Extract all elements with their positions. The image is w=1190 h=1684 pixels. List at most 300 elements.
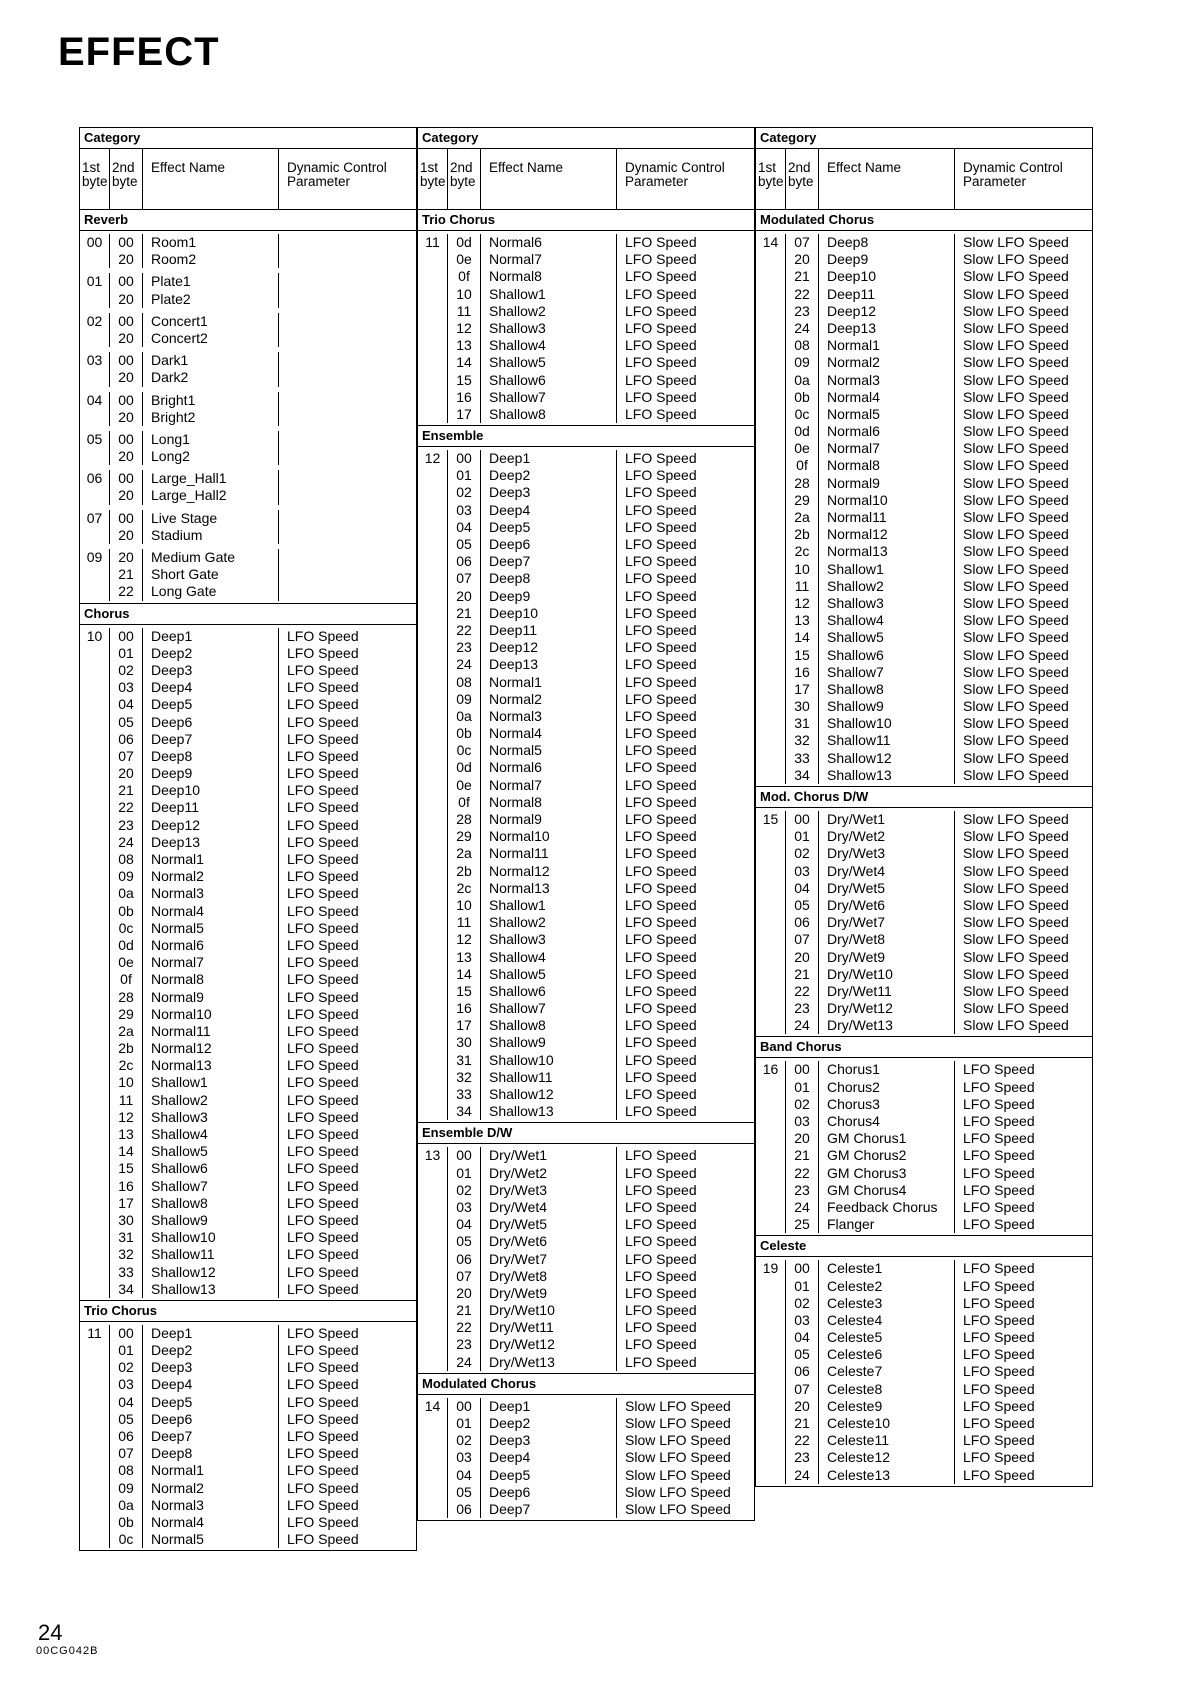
dynamic-control-header: Dynamic Control Parameter: [963, 160, 1063, 189]
table-row: [786, 1017, 1092, 1034]
dynamic-control-cell: LFO Speed: [625, 268, 697, 285]
table-row: [786, 389, 1092, 406]
dynamic-control-cell: LFO Speed: [625, 793, 697, 810]
table-row: [110, 1074, 416, 1091]
second-byte-cell: 2c: [448, 880, 481, 897]
second-byte-cell: 29: [786, 492, 819, 509]
second-byte-cell: 2b: [786, 526, 819, 543]
effect-name-cell: Shallow6: [481, 983, 617, 1000]
table-row: [786, 234, 1092, 251]
second-byte-cell: 01: [110, 645, 143, 662]
second-byte-cell: 05: [448, 536, 481, 553]
second-byte-cell: 04: [110, 696, 143, 713]
dynamic-control-cell: LFO Speed: [625, 1284, 697, 1301]
dynamic-control-cell: LFO Speed: [287, 1091, 359, 1108]
byte-group: [756, 231, 1092, 786]
dynamic-control-cell: LFO Speed: [625, 467, 697, 484]
column-body: [756, 209, 1092, 1486]
row-block: [110, 549, 416, 601]
second-byte-cell: 23: [786, 1449, 819, 1466]
dynamic-control-cell: LFO Speed: [625, 354, 697, 371]
second-byte-cell: 06: [110, 731, 143, 748]
second-byte-cell: 11: [110, 1092, 143, 1109]
first-byte-cell: [418, 1398, 448, 1518]
dynamic-control-cell: [279, 470, 416, 487]
effect-name-cell: Dry/Wet7: [481, 1251, 617, 1268]
dynamic-control-cell: LFO Speed: [287, 954, 359, 971]
second-byte-cell: 08: [110, 851, 143, 868]
table-row: [786, 543, 1092, 560]
dynamic-control-cell: LFO Speed: [625, 690, 697, 707]
first-byte-value: 12: [424, 450, 441, 467]
second-byte-header: 2nd byte: [110, 149, 143, 209]
second-byte-cell: 20: [448, 1285, 481, 1302]
table-row: [448, 759, 754, 776]
table-row: [448, 931, 754, 948]
second-byte-cell: 30: [110, 1212, 143, 1229]
dynamic-control-cell: LFO Speed: [625, 1302, 697, 1319]
table-row: [448, 966, 754, 983]
effect-name-cell: Shallow1: [481, 286, 617, 303]
second-byte-cell: 10: [786, 561, 819, 578]
table-row: [448, 639, 754, 656]
effect-name-cell: Chorus4: [819, 1113, 955, 1130]
dynamic-control-cell: LFO Speed: [625, 896, 697, 913]
effect-name-cell: Shallow1: [143, 1074, 279, 1091]
dynamic-control-cell: Slow LFO Speed: [963, 337, 1069, 354]
effect-name-cell: Shallow5: [481, 966, 617, 983]
table-row: [110, 1160, 416, 1177]
effect-name-cell: Shallow10: [819, 715, 955, 732]
second-byte-cell: 00: [110, 234, 143, 251]
table-row: [786, 268, 1092, 285]
second-byte-cell: 03: [110, 1376, 143, 1393]
row-block: [110, 431, 416, 465]
dynamic-control-cell: LFO Speed: [625, 1250, 697, 1267]
table-row: [110, 1325, 416, 1342]
dynamic-control-cell: Slow LFO Speed: [963, 577, 1069, 594]
dynamic-control-cell: LFO Speed: [287, 1479, 359, 1496]
dynamic-control-cell: Slow LFO Speed: [963, 457, 1069, 474]
effect-name-cell: Normal2: [819, 354, 955, 371]
first-byte-value: 15: [762, 811, 779, 827]
table-row: [110, 679, 416, 696]
table-row: [110, 782, 416, 799]
effect-name-cell: Dry/Wet3: [819, 845, 955, 862]
table-row: [110, 799, 416, 816]
dynamic-control-cell: LFO Speed: [287, 1496, 359, 1513]
table-row: [448, 656, 754, 673]
dynamic-control-cell: LFO Speed: [625, 1336, 697, 1353]
table-row: [448, 742, 754, 759]
second-byte-cell: 15: [448, 983, 481, 1000]
effect-name-cell: Dry/Wet3: [481, 1182, 617, 1199]
effect-name-cell: Dry/Wet7: [819, 914, 955, 931]
effect-name-cell: Large_Hall1: [143, 470, 279, 487]
dynamic-control-cell: [279, 527, 416, 544]
effect-name-cell: GM Chorus3: [819, 1165, 955, 1182]
effect-section: [80, 1300, 416, 1550]
dynamic-control-cell: LFO Speed: [287, 868, 359, 885]
second-byte-cell: 20: [110, 369, 143, 386]
second-byte-cell: 13: [110, 1126, 143, 1143]
effect-name-cell: Deep2: [481, 1415, 617, 1432]
table-row: [448, 1501, 754, 1518]
effect-name-cell: Normal1: [143, 851, 279, 868]
second-byte-cell: 32: [110, 1246, 143, 1263]
dynamic-control-cell: LFO Speed: [287, 1126, 359, 1142]
effect-name-cell: Deep4: [143, 679, 279, 696]
dynamic-control-cell: Slow LFO Speed: [963, 509, 1069, 525]
table-row: [786, 1381, 1092, 1398]
dynamic-control-cell: [279, 510, 416, 527]
dynamic-control-cell: Slow LFO Speed: [963, 234, 1069, 250]
table-row: [448, 897, 754, 914]
dynamic-control-cell: [279, 409, 416, 426]
table-row: [110, 920, 416, 937]
dynamic-control-cell: LFO Speed: [287, 644, 359, 661]
dynamic-control-cell: LFO Speed: [287, 1263, 359, 1280]
second-byte-cell: 16: [448, 389, 481, 406]
table-row: [786, 914, 1092, 931]
effect-name-cell: Normal3: [819, 372, 955, 389]
second-byte-cell: 00: [110, 352, 143, 369]
effect-name-cell: Deep5: [481, 519, 617, 536]
second-byte-cell: 07: [448, 1268, 481, 1285]
second-byte-cell: 06: [110, 1428, 143, 1445]
first-byte-cell: [80, 273, 110, 307]
effect-name-cell: Normal11: [143, 1023, 279, 1040]
effect-name-cell: Normal11: [819, 509, 955, 526]
table-row: [786, 897, 1092, 914]
dynamic-control-cell: LFO Speed: [287, 936, 359, 953]
effect-section: [80, 603, 416, 1300]
byte-group: [80, 349, 416, 388]
effect-name-cell: Normal4: [819, 389, 955, 406]
dynamic-control-cell: LFO Speed: [287, 1143, 359, 1160]
table-row: [448, 1251, 754, 1268]
dynamic-control-cell: [279, 392, 416, 409]
effect-name-cell: Celeste13: [819, 1467, 955, 1484]
table-row: [110, 409, 416, 426]
second-byte-cell: 03: [448, 1449, 481, 1466]
table-row: [786, 475, 1092, 492]
effect-name-cell: Chorus2: [819, 1079, 955, 1096]
dynamic-control-cell: LFO Speed: [625, 914, 697, 931]
second-byte-cell: 08: [786, 337, 819, 354]
second-byte-cell: 01: [448, 1415, 481, 1432]
dynamic-control-cell: LFO Speed: [625, 1181, 697, 1198]
byte-group: [80, 1322, 416, 1550]
second-byte-cell: 17: [786, 681, 819, 698]
table-row: [448, 354, 754, 371]
dynamic-control-cell: LFO Speed: [287, 1074, 359, 1091]
effect-section: [418, 1122, 754, 1372]
effect-name-cell: Dry/Wet4: [481, 1199, 617, 1216]
dynamic-control-cell: LFO Speed: [287, 765, 359, 782]
effect-name-cell: Shallow10: [143, 1229, 279, 1246]
second-byte-cell: 2b: [448, 863, 481, 880]
dynamic-control-header: Dynamic Control Parameter: [287, 160, 387, 189]
section-title: Celeste: [756, 1236, 1092, 1257]
table-row: [110, 1445, 416, 1462]
effect-name-cell: Dry/Wet10: [819, 966, 955, 983]
effect-name-cell: Normal1: [819, 337, 955, 354]
table-row: [110, 1514, 416, 1531]
effect-name-cell: Normal6: [143, 937, 279, 954]
effect-name-cell: Shallow12: [819, 750, 955, 767]
effect-name-cell: Deep11: [481, 622, 617, 639]
effect-section: [756, 209, 1092, 786]
table-row: [448, 811, 754, 828]
first-byte-value: 03: [86, 352, 103, 369]
first-byte-cell: [80, 628, 110, 1298]
first-byte-cell: [418, 1147, 448, 1370]
table-row: [110, 1229, 416, 1246]
second-byte-cell: 17: [448, 1017, 481, 1034]
table-row: [110, 645, 416, 662]
second-byte-cell: 00: [786, 1260, 819, 1277]
dynamic-control-cell: LFO Speed: [625, 1353, 697, 1370]
second-byte-cell: 0b: [786, 389, 819, 406]
effect-name-cell: Deep3: [481, 1432, 617, 1449]
table-row: [448, 1354, 754, 1371]
effect-name-cell: Deep13: [143, 834, 279, 851]
effect-name-cell: Celeste1: [819, 1260, 955, 1277]
effect-name-cell: Deep1: [143, 1325, 279, 1342]
dynamic-control-cell: Slow LFO Speed: [625, 1466, 731, 1483]
table-row: [448, 725, 754, 742]
effect-section: [80, 209, 416, 603]
row-block: [110, 628, 416, 1298]
table-row: [786, 251, 1092, 268]
effect-name-cell: Normal5: [143, 920, 279, 937]
effect-name-cell: Normal7: [819, 440, 955, 457]
table-row: [786, 1467, 1092, 1484]
effect-name-cell: Normal1: [481, 674, 617, 691]
dynamic-control-cell: Slow LFO Speed: [625, 1415, 731, 1431]
table-row: [786, 1165, 1092, 1182]
table-row: [448, 268, 754, 285]
second-byte-cell: 02: [448, 1182, 481, 1199]
effect-name-cell: Deep9: [819, 251, 955, 268]
dynamic-control-cell: LFO Speed: [625, 1051, 697, 1068]
effect-name-cell: Deep3: [481, 484, 617, 501]
byte-group: [418, 1395, 754, 1520]
dynamic-control-cell: LFO Speed: [287, 1359, 359, 1376]
table-row: [448, 467, 754, 484]
dynamic-control-header: Dynamic Control Parameter: [625, 160, 725, 189]
second-byte-cell: 28: [786, 475, 819, 492]
table-row: [110, 903, 416, 920]
table-row: [786, 457, 1092, 474]
table-row: [786, 612, 1092, 629]
first-byte-value: 14: [424, 1397, 441, 1414]
dynamic-control-cell: Slow LFO Speed: [963, 1000, 1069, 1017]
table-row: [110, 971, 416, 988]
table-row: [786, 1113, 1092, 1130]
effect-name-cell: Deep5: [143, 696, 279, 713]
row-block: [110, 510, 416, 544]
dynamic-control-cell: Slow LFO Speed: [963, 354, 1069, 371]
effect-name-cell: Dark2: [143, 369, 279, 386]
dynamic-control-cell: LFO Speed: [963, 1311, 1035, 1328]
effect-name-cell: Live Stage: [143, 510, 279, 527]
dynamic-control-cell: Slow LFO Speed: [963, 862, 1069, 879]
section-title: Reverb: [80, 210, 416, 231]
section-title: Trio Chorus: [418, 210, 754, 231]
dynamic-control-cell: LFO Speed: [625, 604, 697, 621]
table-row: [786, 698, 1092, 715]
effect-name-cell: Deep9: [143, 765, 279, 782]
effect-name-cell: Dry/Wet11: [481, 1319, 617, 1336]
second-byte-cell: 00: [786, 1061, 819, 1078]
dynamic-control-cell: LFO Speed: [625, 251, 697, 268]
table-row: [110, 487, 416, 504]
effect-name-cell: Deep6: [143, 1411, 279, 1428]
effect-name-cell: Shallow6: [143, 1160, 279, 1177]
second-byte-cell: 31: [110, 1229, 143, 1246]
effect-name-cell: Shallow12: [481, 1086, 617, 1103]
second-byte-cell: 11: [448, 914, 481, 931]
table-row: [110, 696, 416, 713]
table-row: [110, 1531, 416, 1548]
second-byte-cell: 00: [110, 313, 143, 330]
dynamic-control-cell: [279, 583, 416, 600]
second-byte-header: 2nd byte: [448, 149, 481, 209]
table-row: [786, 931, 1092, 948]
effect-name-cell: Normal8: [481, 268, 617, 285]
category-label: Category: [418, 128, 754, 149]
first-byte-value: 06: [86, 470, 103, 487]
section-title: Mod. Chorus D/W: [756, 787, 1092, 808]
second-byte-cell: 30: [448, 1034, 481, 1051]
table-row: [448, 1069, 754, 1086]
effect-name-cell: Dry/Wet9: [481, 1285, 617, 1302]
second-byte-cell: 21: [786, 1415, 819, 1432]
first-byte-value: 02: [86, 312, 103, 329]
second-byte-cell: 10: [448, 286, 481, 303]
second-byte-cell: 06: [448, 1251, 481, 1268]
second-byte-cell: 0a: [110, 1497, 143, 1514]
first-byte-cell: [756, 1061, 786, 1233]
table-row: [110, 937, 416, 954]
second-byte-cell: 01: [448, 467, 481, 484]
second-byte-cell: 22: [448, 622, 481, 639]
dynamic-control-cell: Slow LFO Speed: [963, 371, 1069, 388]
effect-name-cell: Normal3: [481, 708, 617, 725]
table-row: [448, 1432, 754, 1449]
table-row: [448, 1017, 754, 1034]
first-byte-cell: [80, 431, 110, 465]
table-row: [110, 566, 416, 583]
second-byte-cell: 20: [786, 1130, 819, 1147]
second-byte-cell: 04: [448, 1467, 481, 1484]
dynamic-control-cell: LFO Speed: [625, 570, 697, 587]
table-row: [448, 1165, 754, 1182]
dynamic-control-cell: LFO Speed: [963, 1397, 1035, 1414]
second-byte-cell: 09: [786, 354, 819, 371]
effect-section: [418, 209, 754, 425]
second-byte-cell: 20: [786, 251, 819, 268]
table-row: [448, 983, 754, 1000]
effect-name-cell: Normal12: [143, 1040, 279, 1057]
second-byte-cell: 11: [786, 578, 819, 595]
second-byte-cell: 02: [448, 1432, 481, 1449]
dynamic-control-cell: Slow LFO Speed: [963, 491, 1069, 508]
dynamic-control-cell: [279, 234, 416, 251]
second-byte-cell: 23: [448, 639, 481, 656]
second-byte-cell: 07: [786, 234, 819, 251]
effect-name-cell: Deep13: [481, 656, 617, 673]
table-row: [448, 1467, 754, 1484]
table-row: [110, 431, 416, 448]
row-block: [110, 273, 416, 307]
second-byte-cell: 00: [110, 273, 143, 290]
dynamic-control-cell: Slow LFO Speed: [963, 828, 1069, 845]
dynamic-control-cell: LFO Speed: [287, 782, 359, 799]
dynamic-control-cell: LFO Speed: [287, 1246, 359, 1263]
effect-name-cell: Normal13: [143, 1057, 279, 1074]
table-row: [110, 549, 416, 566]
second-byte-cell: 14: [786, 629, 819, 646]
effect-section: [418, 425, 754, 1122]
table-row: [786, 1415, 1092, 1432]
dynamic-control-cell: LFO Speed: [287, 1324, 359, 1341]
table-row: [448, 234, 754, 251]
table-row: [110, 885, 416, 902]
second-byte-cell: 13: [786, 612, 819, 629]
dynamic-control-cell: LFO Speed: [625, 1319, 697, 1336]
column-body: [418, 209, 754, 1520]
dynamic-control-cell: LFO Speed: [625, 1086, 697, 1102]
second-byte-cell: 23: [786, 1182, 819, 1199]
second-byte-cell: 20: [110, 330, 143, 347]
second-byte-cell: 22: [110, 799, 143, 816]
effect-name-cell: Deep4: [143, 1376, 279, 1393]
dynamic-control-cell: Slow LFO Speed: [625, 1483, 731, 1500]
effect-name-cell: GM Chorus1: [819, 1130, 955, 1147]
second-byte-cell: 07: [786, 931, 819, 948]
table-row: [110, 273, 416, 290]
dynamic-control-cell: LFO Speed: [287, 1177, 359, 1194]
effect-table-column-1: [79, 127, 417, 1551]
second-byte-cell: 03: [786, 863, 819, 880]
effect-name-cell: Normal12: [481, 863, 617, 880]
second-byte-cell: 0c: [448, 742, 481, 759]
table-row: [110, 851, 416, 868]
first-byte-cell: [418, 234, 448, 423]
effect-name-cell: Normal10: [819, 492, 955, 509]
second-byte-cell: 20: [786, 949, 819, 966]
effect-name-cell: Deep6: [481, 1484, 617, 1501]
second-byte-cell: 07: [448, 570, 481, 587]
dynamic-control-cell: Slow LFO Speed: [625, 1449, 731, 1466]
dynamic-control-cell: LFO Speed: [287, 1211, 359, 1228]
effect-name-cell: Concert1: [143, 313, 279, 330]
table-row: [786, 423, 1092, 440]
second-byte-cell: 0d: [448, 234, 481, 251]
second-byte-cell: 21: [786, 1147, 819, 1164]
first-byte-cell: [80, 234, 110, 268]
table-row: [448, 588, 754, 605]
table-row: [786, 750, 1092, 767]
second-byte-cell: 15: [786, 647, 819, 664]
table-row: [448, 1103, 754, 1120]
table-row: [448, 1034, 754, 1051]
table-row: [786, 509, 1092, 526]
dynamic-control-cell: LFO Speed: [287, 730, 359, 747]
